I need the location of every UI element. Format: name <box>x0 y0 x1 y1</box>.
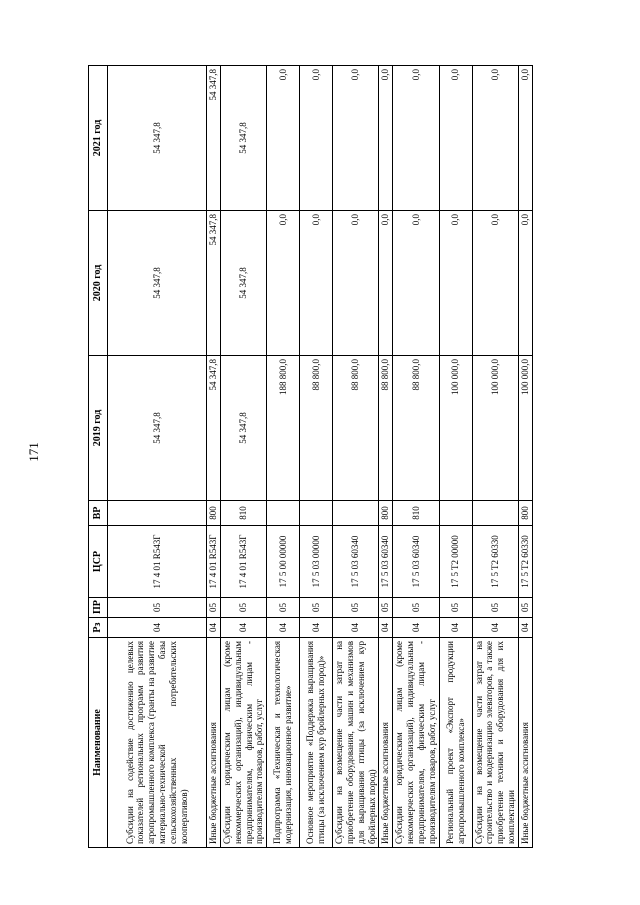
cell-2021: 0,0 <box>333 66 379 211</box>
cell-csr: 17 4 01 R543Г <box>207 526 221 598</box>
cell-vr: 800 <box>207 501 221 526</box>
page-number: 171 <box>26 442 41 462</box>
cell-name: Субсидии юридическим лицам (кроме некоммерческих организаций), индивидуальным предпринимателям, физическим лицам - производителям товаров, работ, услуг <box>221 638 267 848</box>
cell-pr: 05 <box>439 598 472 618</box>
cell-2021: 54 347,8 <box>207 66 221 211</box>
cell-rz: 04 <box>108 618 207 638</box>
cell-pr: 05 <box>379 598 393 618</box>
cell-name: Подпрограмма «Техническая и технологическая модернизация, инновационное развитие» <box>267 638 300 848</box>
cell-2021: 0,0 <box>300 66 333 211</box>
cell-2020: 0,0 <box>393 211 439 356</box>
cell-rz: 04 <box>439 618 472 638</box>
rotated-table-area <box>88 66 536 848</box>
cell-vr: 810 <box>393 501 439 526</box>
cell-pr: 05 <box>472 598 518 618</box>
table-row <box>393 66 439 848</box>
cell-vr <box>439 501 472 526</box>
cell-name: Региональный проект «Экспорт продукции агропромышленного комплекса» <box>439 638 472 848</box>
cell-name: Основное мероприятие «Поддержка выращивания птицы (за исключением кур бройлерных пород)» <box>300 638 333 848</box>
cell-2019: 88 800,0 <box>379 356 393 501</box>
cell-rz: 04 <box>333 618 379 638</box>
cell-rz: 04 <box>379 618 393 638</box>
cell-vr <box>300 501 333 526</box>
cell-rz: 04 <box>221 618 267 638</box>
cell-vr <box>472 501 518 526</box>
table-row <box>267 66 300 848</box>
cell-name: Субсидии юридическим лицам (кроме некоммерческих организаций), индивидуальным предпринимателям, физическим лицам - производителям товаров, работ, услуг <box>393 638 439 848</box>
header-name: Наименование <box>89 638 108 848</box>
cell-2019: 88 800,0 <box>300 356 333 501</box>
cell-pr: 05 <box>518 598 532 618</box>
cell-2020: 0,0 <box>379 211 393 356</box>
cell-name: Иные бюджетные ассигнования <box>207 638 221 848</box>
cell-2019: 100 000,0 <box>472 356 518 501</box>
cell-pr: 05 <box>267 598 300 618</box>
cell-rz: 04 <box>207 618 221 638</box>
cell-vr <box>267 501 300 526</box>
cell-pr: 05 <box>207 598 221 618</box>
cell-csr: 17 5 03 60340 <box>333 526 379 598</box>
budget-table <box>88 65 533 848</box>
table-row <box>472 66 518 848</box>
cell-2019: 88 800,0 <box>333 356 379 501</box>
cell-2020: 0,0 <box>439 211 472 356</box>
cell-name: Субсидии на возмещение части затрат на строительство и модернизацию элеваторов, а также приобретение техники и оборудования для их комплектации <box>472 638 518 848</box>
cell-2019: 188 800,0 <box>267 356 300 501</box>
cell-2020: 0,0 <box>333 211 379 356</box>
cell-vr: 810 <box>221 501 267 526</box>
cell-pr: 05 <box>333 598 379 618</box>
cell-2020: 0,0 <box>267 211 300 356</box>
cell-2021: 0,0 <box>267 66 300 211</box>
cell-name: Иные бюджетные ассигнования <box>518 638 532 848</box>
header-2020: 2020 год <box>89 211 108 356</box>
cell-vr <box>108 501 207 526</box>
header-csr: ЦСР <box>89 526 108 598</box>
cell-csr: 17 5 T2 60330 <box>518 526 532 598</box>
cell-rz: 04 <box>267 618 300 638</box>
cell-2020: 0,0 <box>472 211 518 356</box>
cell-name: Субсидии на возмещение части затрат на приобретение оборудования, машин и механизмов для выращивания птицы (за исключением кур бройлерных пород) <box>333 638 379 848</box>
rotated-table-frame <box>88 66 536 848</box>
cell-2021: 0,0 <box>439 66 472 211</box>
cell-rz: 04 <box>300 618 333 638</box>
cell-2019: 54 347,8 <box>221 356 267 501</box>
header-row <box>89 66 108 848</box>
cell-name: Субсидии на содействие достижению целевых показателей региональных программ развития агропромышленного комплекса (гранты на развитие материально-технической базы сельскохозяйственных потребительских кооперативов) <box>108 638 207 848</box>
cell-csr: 17 5 T2 60330 <box>472 526 518 598</box>
table-row <box>333 66 379 848</box>
cell-pr: 05 <box>393 598 439 618</box>
cell-name: Иные бюджетные ассигнования <box>379 638 393 848</box>
header-vr: ВР <box>89 501 108 526</box>
cell-pr: 05 <box>221 598 267 618</box>
table-row <box>207 66 221 848</box>
header-2019: 2019 год <box>89 356 108 501</box>
cell-csr: 17 4 01 R543Г <box>108 526 207 598</box>
cell-vr: 800 <box>518 501 532 526</box>
cell-vr: 800 <box>379 501 393 526</box>
cell-2020: 0,0 <box>300 211 333 356</box>
cell-csr: 17 5 03 60340 <box>393 526 439 598</box>
table-row <box>221 66 267 848</box>
cell-2020: 0,0 <box>518 211 532 356</box>
cell-csr: 17 5 00 00000 <box>267 526 300 598</box>
cell-2021: 0,0 <box>472 66 518 211</box>
cell-pr: 05 <box>108 598 207 618</box>
cell-rz: 04 <box>472 618 518 638</box>
cell-2020: 54 347,8 <box>207 211 221 356</box>
cell-pr: 05 <box>300 598 333 618</box>
header-pr: ПР <box>89 598 108 618</box>
cell-csr: 17 5 03 60340 <box>379 526 393 598</box>
table-row <box>518 66 532 848</box>
cell-2021: 54 347,8 <box>108 66 207 211</box>
cell-rz: 04 <box>393 618 439 638</box>
table-row <box>439 66 472 848</box>
table-row <box>379 66 393 848</box>
header-2021: 2021 год <box>89 66 108 211</box>
cell-2019: 88 800,0 <box>393 356 439 501</box>
cell-2021: 54 347,8 <box>221 66 267 211</box>
table-row <box>108 66 207 848</box>
cell-vr <box>333 501 379 526</box>
cell-2020: 54 347,8 <box>108 211 207 356</box>
cell-csr: 17 5 T2 00000 <box>439 526 472 598</box>
cell-2021: 0,0 <box>379 66 393 211</box>
cell-2021: 0,0 <box>393 66 439 211</box>
cell-2019: 100 000,0 <box>518 356 532 501</box>
header-rz: Рз <box>89 618 108 638</box>
cell-csr: 17 4 01 R543Г <box>221 526 267 598</box>
cell-2019: 54 347,8 <box>108 356 207 501</box>
cell-2021: 0,0 <box>518 66 532 211</box>
cell-2019: 54 347,8 <box>207 356 221 501</box>
cell-2019: 100 000,0 <box>439 356 472 501</box>
cell-rz: 04 <box>518 618 532 638</box>
cell-2020: 54 347,8 <box>221 211 267 356</box>
table-row <box>300 66 333 848</box>
cell-csr: 17 5 03 00000 <box>300 526 333 598</box>
